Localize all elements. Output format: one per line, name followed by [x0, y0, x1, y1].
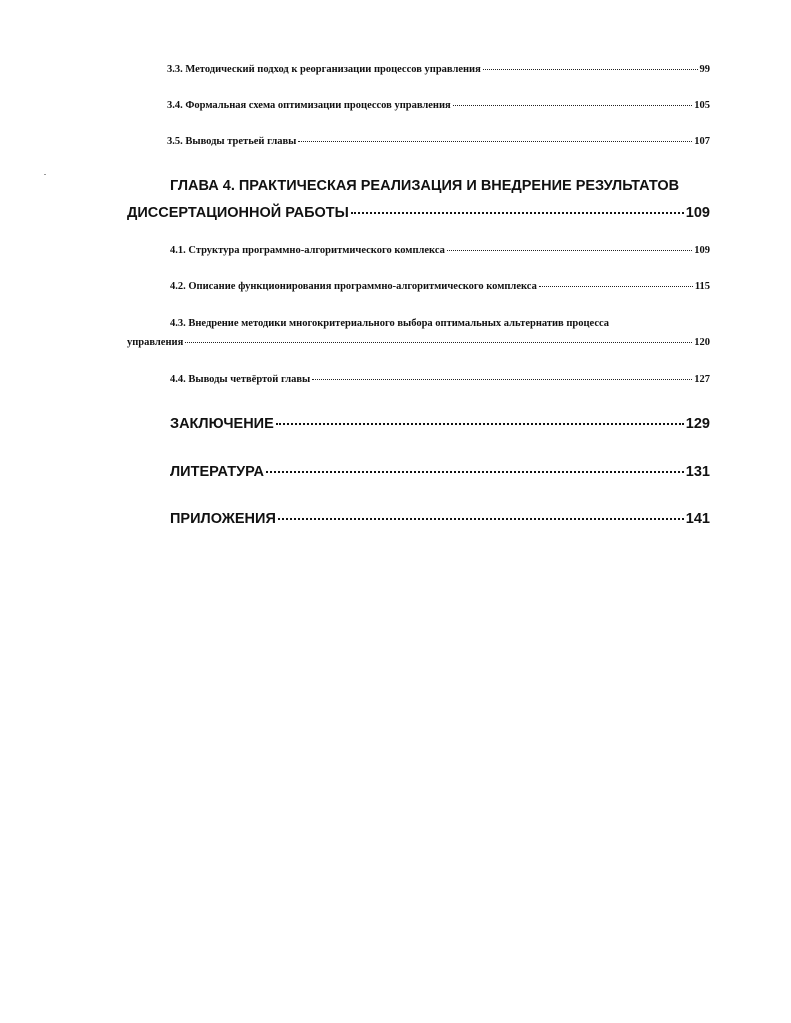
toc-page-number: 109: [694, 245, 710, 256]
dot-leader: [298, 141, 692, 142]
toc-entry-appendices: [170, 511, 710, 527]
dot-leader: [351, 212, 684, 214]
toc-page-number: 120: [694, 337, 710, 348]
dot-leader: [483, 69, 698, 70]
toc-entry-title: ДИССЕРТАЦИОННОЙ РАБОТЫ: [127, 205, 349, 221]
toc-entry-title: 3.5. Выводы третьей главы: [167, 136, 297, 147]
toc-entry-3-3: [167, 64, 710, 75]
toc-page-number: 141: [685, 511, 710, 527]
toc-entry-title: управления: [127, 337, 184, 348]
toc-entry-title: 4.1. Структура программно-алгоритмического комплекса: [170, 245, 445, 256]
toc-entry-title: 3.4. Формальная схема оптимизации процессов управления: [167, 100, 451, 111]
toc-page-number: 129: [685, 416, 710, 432]
toc-entry-chapter-4: [127, 205, 710, 221]
toc-page-number: 127: [694, 374, 710, 385]
toc-entry-conclusion: [170, 416, 710, 432]
dot-leader: [453, 105, 693, 106]
toc-entry-4-3: [127, 337, 710, 348]
toc-entry-title: ЗАКЛЮЧЕНИЕ: [170, 416, 274, 432]
dot-leader: [447, 250, 692, 251]
toc-entry-4-2: [170, 281, 710, 292]
toc-entry-3-5: [167, 136, 710, 147]
dot-leader: [185, 342, 692, 343]
toc-entry-3-4: [167, 100, 710, 111]
toc-page-number: 131: [685, 464, 710, 480]
toc-page-number: 105: [694, 100, 710, 111]
toc-entry-4-1: [170, 245, 710, 256]
dot-leader: [539, 286, 693, 287]
dot-leader: [266, 471, 684, 473]
toc-page-number: 115: [694, 281, 710, 292]
dot-leader: [278, 518, 684, 520]
toc-entry-title: 3.3. Методический подход к реорганизации процессов управления: [167, 64, 481, 75]
toc-entry-title: 4.2. Описание функционирования программно-алгоритмического комплекса: [170, 281, 537, 292]
toc-entry-4-4: [170, 374, 710, 385]
toc-page-number: 107: [694, 136, 710, 147]
toc-entry-literature: [170, 464, 710, 480]
dot-leader: [276, 423, 684, 425]
toc-entry-title: ЛИТЕРАТУРА: [170, 464, 265, 480]
chapter-4-title-line-1: ГЛАВА 4. ПРАКТИЧЕСКАЯ РЕАЛИЗАЦИЯ И ВНЕДРЕНИЕ РЕЗУЛЬТАТОВ: [170, 178, 680, 194]
toc-entry-4-3-line-1: 4.3. Внедрение методики многокритериального выбора оптимальных альтернатив процесса: [170, 318, 610, 329]
toc-page-number: 99: [699, 64, 710, 75]
toc-entry-title: ПРИЛОЖЕНИЯ: [170, 511, 276, 527]
scan-speck: [44, 174, 46, 175]
toc-page-number: 109: [685, 205, 710, 221]
dot-leader: [312, 379, 692, 380]
toc-entry-title: 4.4. Выводы четвёртой главы: [170, 374, 311, 385]
